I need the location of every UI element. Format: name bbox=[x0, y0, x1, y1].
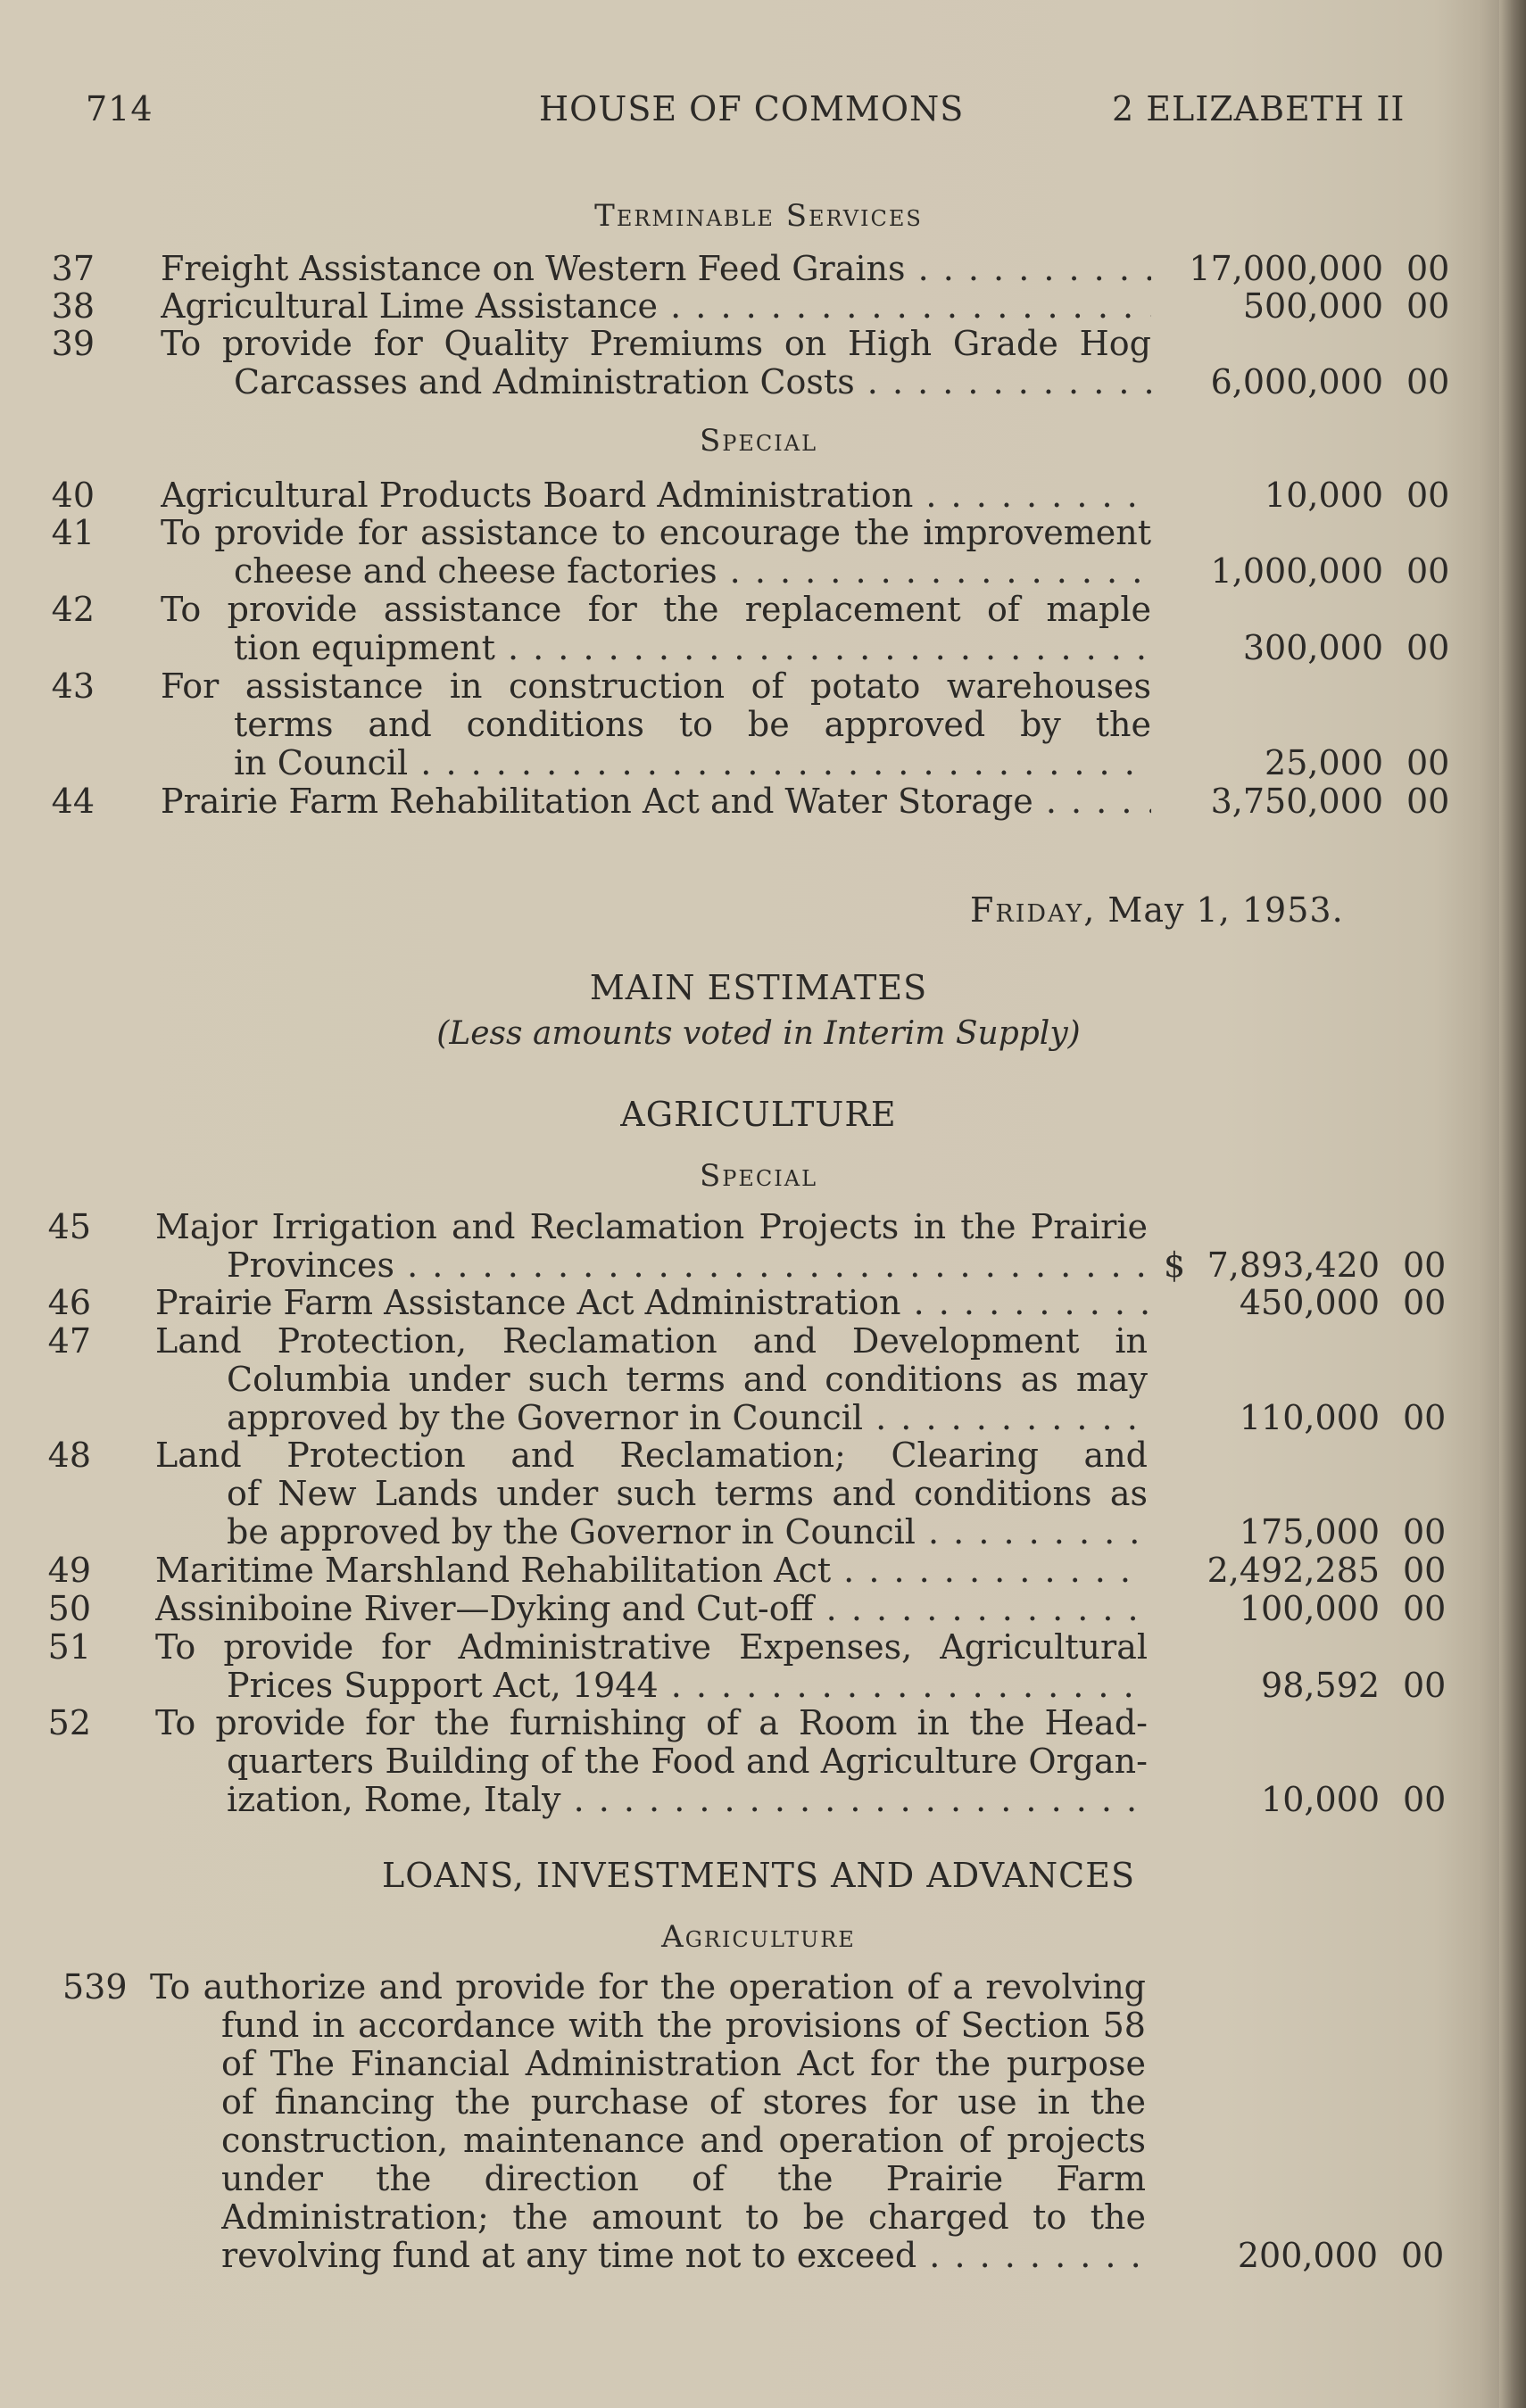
amount-dollars: 300,000 bbox=[1242, 628, 1383, 667]
item-description-line: Carcasses and Administration Costs . . . bbox=[234, 363, 1151, 401]
item-number: 37 bbox=[51, 249, 95, 288]
amount-dollars: 500,000 bbox=[1242, 286, 1383, 326]
item-number: 539 bbox=[62, 1967, 128, 2007]
item-description-line: of financing the purchase of stores for use in the bbox=[221, 2083, 1146, 2122]
amount-dollars: 2,492,285 bbox=[1207, 1551, 1380, 1590]
item-description-line: terms and conditions to be approved by the bbox=[234, 706, 1151, 744]
item-description-line: under the direction of the Prairie Farm bbox=[221, 2160, 1146, 2198]
item-number: 51 bbox=[47, 1627, 91, 1667]
item-description-line: To provide assistance for the replacement of maple bbox=[161, 591, 1151, 629]
item-amount bbox=[1183, 1284, 1446, 1322]
item-amount bbox=[1182, 2237, 1444, 2275]
amount-cents: 00 bbox=[1403, 1666, 1447, 1705]
item-description-line: To provide for the furnishing of a Room in the Head- bbox=[155, 1704, 1148, 1742]
item-amount bbox=[1187, 476, 1449, 515]
item-description-line: To provide for assistance to encourage the improvement bbox=[161, 514, 1151, 552]
item-number: 42 bbox=[51, 590, 95, 629]
heading-terminable-services: Terminable Services bbox=[594, 198, 923, 234]
item-number: 40 bbox=[51, 476, 95, 515]
item-number: 45 bbox=[47, 1207, 91, 1246]
amount-dollars: 450,000 bbox=[1239, 1283, 1380, 1322]
dateline-date: May 1, 1953. bbox=[1107, 890, 1344, 930]
amount-cents: 00 bbox=[1403, 1780, 1447, 1819]
item-number: 49 bbox=[47, 1551, 91, 1590]
item-amount bbox=[1183, 1590, 1446, 1628]
item-amount bbox=[1183, 1552, 1446, 1590]
item-amount bbox=[1187, 287, 1449, 326]
item-description-line: To provide for Administrative Expenses, Agricultural bbox=[155, 1628, 1148, 1667]
amount-cents: 00 bbox=[1406, 782, 1450, 821]
currency-symbol: $ bbox=[1164, 1245, 1186, 1285]
item-amount bbox=[1187, 782, 1449, 821]
item-amount bbox=[1187, 250, 1449, 288]
dateline-day: Friday, bbox=[970, 890, 1097, 930]
amount-dollars: 17,000,000 bbox=[1189, 249, 1383, 288]
amount-cents: 00 bbox=[1401, 2236, 1445, 2275]
item-description-line: fund in accordance with the provisions of Section 58 bbox=[221, 2007, 1146, 2045]
item-number: 38 bbox=[51, 286, 95, 326]
item-description-line: quarters Building of the Food and Agriculture Organ- bbox=[227, 1742, 1148, 1781]
item-amount bbox=[1183, 1399, 1446, 1437]
item-amount bbox=[1187, 629, 1449, 667]
amount-cents: 00 bbox=[1403, 1245, 1447, 1285]
item-description-line: approved by the Governor in Council . . . bbox=[227, 1399, 1148, 1437]
amount-cents: 00 bbox=[1406, 476, 1450, 515]
item-amount bbox=[1183, 1781, 1446, 1819]
amount-cents: 00 bbox=[1406, 551, 1450, 591]
item-amount bbox=[1187, 552, 1449, 591]
item-number: 47 bbox=[47, 1321, 91, 1361]
amount-cents: 00 bbox=[1406, 743, 1450, 782]
running-title: HOUSE OF COMMONS bbox=[539, 89, 965, 128]
item-description-line: Land Protection, Reclamation and Development in bbox=[155, 1322, 1148, 1361]
amount-cents: 00 bbox=[1406, 249, 1450, 288]
item-description-line: ization, Rome, Italy . . . bbox=[227, 1781, 1148, 1819]
item-number: 43 bbox=[51, 666, 95, 706]
item-description-line: Provinces . . . bbox=[227, 1246, 1148, 1285]
amount-cents: 00 bbox=[1403, 1512, 1447, 1552]
heading-loans-investments-advances: LOANS, INVESTMENTS AND ADVANCES bbox=[382, 1856, 1135, 1895]
item-description-line: Maritime Marshland Rehabilitation Act . . . bbox=[155, 1552, 1148, 1590]
item-description-line: be approved by the Governor in Council . . . bbox=[227, 1513, 1148, 1552]
item-description-line: Prices Support Act, 1944 . . . bbox=[227, 1667, 1148, 1705]
heading-agriculture-sub: Agriculture bbox=[661, 1919, 856, 1955]
amount-cents: 00 bbox=[1406, 362, 1450, 401]
item-number: 50 bbox=[47, 1589, 91, 1628]
amount-dollars: 6,000,000 bbox=[1210, 362, 1383, 401]
item-amount bbox=[1187, 744, 1449, 782]
amount-dollars: 3,750,000 bbox=[1210, 782, 1383, 821]
item-description-line: of The Financial Administration Act for the purpose bbox=[221, 2045, 1146, 2083]
item-description-line: cheese and cheese factories . . . bbox=[234, 552, 1151, 591]
item-number: 39 bbox=[51, 324, 95, 363]
item-description-line: revolving fund at any time not to exceed . . . bbox=[221, 2237, 1146, 2275]
page-edge-shadow bbox=[1499, 0, 1526, 2408]
item-description-line: tion equipment . . . bbox=[234, 629, 1151, 667]
item-number: 52 bbox=[47, 1703, 91, 1742]
dateline bbox=[970, 890, 1344, 930]
subheading-less-amounts: (Less amounts voted in Interim Supply) bbox=[436, 1015, 1081, 1052]
amount-dollars: 25,000 bbox=[1265, 743, 1383, 782]
amount-dollars: 200,000 bbox=[1237, 2236, 1378, 2275]
item-description-line: Land Protection and Reclamation; Clearing and bbox=[155, 1436, 1148, 1475]
amount-dollars: 110,000 bbox=[1239, 1398, 1380, 1437]
amount-dollars: 100,000 bbox=[1239, 1589, 1380, 1628]
item-description-line: Assiniboine River—Dyking and Cut-off . . . bbox=[155, 1590, 1148, 1628]
amount-cents: 00 bbox=[1403, 1551, 1447, 1590]
amount-cents: 00 bbox=[1403, 1589, 1447, 1628]
item-number: 44 bbox=[51, 782, 95, 821]
amount-cents: 00 bbox=[1406, 286, 1450, 326]
amount-cents: 00 bbox=[1403, 1283, 1447, 1322]
item-description-line: To provide for Quality Premiums on High Grade Hog bbox=[161, 325, 1151, 363]
page-number: 714 bbox=[86, 89, 153, 128]
heading-agriculture: AGRICULTURE bbox=[620, 1095, 897, 1134]
item-amount bbox=[1187, 363, 1449, 401]
item-number: 48 bbox=[47, 1436, 91, 1475]
heading-special: Special bbox=[699, 423, 818, 459]
amount-dollars: 10,000 bbox=[1261, 1780, 1380, 1819]
item-amount bbox=[1183, 1246, 1446, 1285]
item-description-line: For assistance in construction of potato warehouses bbox=[161, 667, 1151, 706]
amount-dollars: 7,893,420 bbox=[1207, 1245, 1380, 1285]
item-description-line: in Council . . . bbox=[234, 744, 1151, 782]
item-description-line: Agricultural Products Board Administration . . . bbox=[161, 476, 1151, 515]
item-description-line: Prairie Farm Assistance Act Administration . . . bbox=[155, 1284, 1148, 1322]
item-description-line: Freight Assistance on Western Feed Grains . . . bbox=[161, 250, 1151, 288]
item-description-line: of New Lands under such terms and conditions as bbox=[227, 1475, 1148, 1513]
item-number: 41 bbox=[51, 513, 95, 552]
amount-dollars: 10,000 bbox=[1265, 476, 1383, 515]
item-description-line: Administration; the amount to be charged to the bbox=[221, 2198, 1146, 2237]
item-description-line: Major Irrigation and Reclamation Projects in the Prairie bbox=[155, 1208, 1148, 1246]
item-description-line: Prairie Farm Rehabilitation Act and Water Storage . . . bbox=[161, 782, 1151, 821]
item-description-line: To authorize and provide for the operation of a revolving bbox=[150, 1968, 1146, 2007]
item-amount bbox=[1183, 1513, 1446, 1552]
heading-special-2: Special bbox=[699, 1158, 818, 1194]
amount-dollars: 175,000 bbox=[1239, 1512, 1380, 1552]
item-number: 46 bbox=[47, 1283, 91, 1322]
item-description-line: construction, maintenance and operation of projects bbox=[221, 2122, 1146, 2160]
item-description-line: Columbia under such terms and conditions as may bbox=[227, 1361, 1148, 1399]
amount-cents: 00 bbox=[1403, 1398, 1447, 1437]
item-amount bbox=[1183, 1667, 1446, 1705]
item-description-line: Agricultural Lime Assistance . . . bbox=[161, 287, 1151, 326]
heading-main-estimates: MAIN ESTIMATES bbox=[589, 968, 928, 1007]
amount-dollars: 98,592 bbox=[1261, 1666, 1380, 1705]
amount-dollars: 1,000,000 bbox=[1210, 551, 1383, 591]
regnal-year: 2 ELIZABETH II bbox=[1112, 89, 1406, 128]
amount-cents: 00 bbox=[1406, 628, 1450, 667]
